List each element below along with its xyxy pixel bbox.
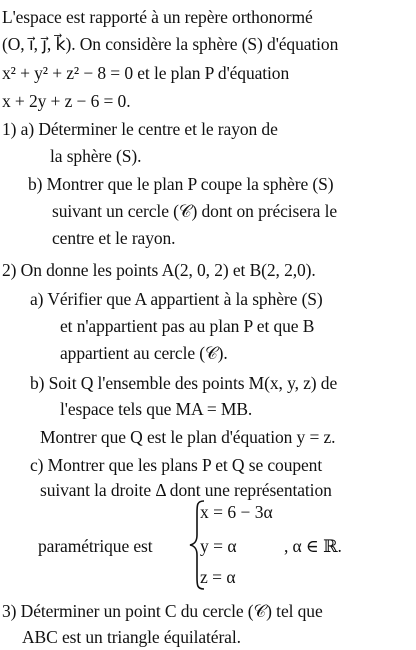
param-domain: , α ∈ ℝ.	[284, 536, 342, 556]
q2c-line-1: c) Montrer que les plans P et Q se coupent	[30, 455, 323, 475]
q1b-line-1: b) Montrer que le plan P coupe la sphère (S)	[28, 174, 334, 194]
q2b-line-1: b) Soit Q l'ensemble des points M(x, y, z) de	[30, 373, 338, 393]
system-row-y: y = α	[200, 536, 237, 556]
q1b-line-3: centre et le rayon.	[52, 228, 176, 248]
system-row-z: z = α	[200, 567, 236, 587]
q1a-line-2: la sphère (S).	[50, 146, 142, 166]
q2-intro: 2) On donne les points A(2, 0, 2) et B(2, 2,0).	[2, 260, 316, 280]
q1b-line-2: suivant un cercle (𝒞) dont on précisera le	[52, 201, 338, 221]
q2a-line-1: a) Vérifier que A appartient à la sphère (S)	[30, 289, 323, 309]
intro-line-3: x² + y² + z² − 8 = 0 et le plan P d'équation	[2, 63, 290, 83]
q2b-line-3: Montrer que Q est le plan d'équation y = z.	[40, 427, 336, 447]
system-row-x: x = 6 − 3α	[200, 502, 273, 522]
q2a-line-2: et n'appartient pas au plan P et que B	[60, 316, 315, 336]
q3-line-2: ABC est un triangle équilatéral.	[22, 627, 241, 647]
intro-line-1: L'espace est rapporté à un repère orthonormé	[2, 7, 313, 27]
q3-line-1: 3) Déterminer un point C du cercle (𝒞) tel que	[2, 601, 323, 621]
q1a-line-1: 1) a) Déterminer le centre et le rayon de	[2, 119, 278, 139]
intro-line-4: x + 2y + z − 6 = 0.	[2, 91, 131, 111]
q2a-line-3: appartient au cercle (𝒞).	[60, 343, 228, 363]
q2c-param-label: paramétrique est	[38, 536, 153, 556]
q2b-line-2: l'espace tels que MA = MB.	[60, 399, 253, 419]
intro-line-2: (O, i⃗, j⃗, k⃗). On considère la sphère (S) d'équation	[2, 34, 339, 54]
q2c-line-2: suivant la droite Δ dont une représentation	[40, 480, 332, 500]
